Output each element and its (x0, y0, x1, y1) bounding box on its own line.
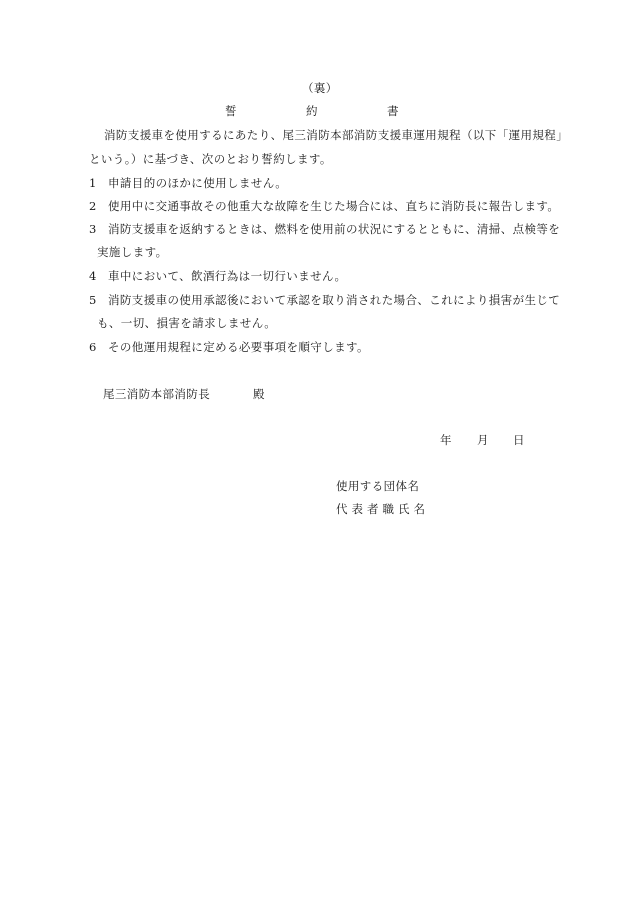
title-char-pledge: 約 (306, 104, 318, 118)
reverse-side-mark: （裏） (302, 81, 338, 95)
pledge-item-number: 6 (89, 340, 97, 354)
date-month-label: 月 (477, 433, 489, 447)
pledge-item-number: 2 (89, 199, 97, 213)
pledge-item-2 (89, 198, 559, 214)
pledge-item-1 (89, 175, 287, 191)
pledge-item-4 (89, 268, 346, 284)
pledge-item-text: 車中において、飲酒行為は一切行いません。 (108, 269, 347, 283)
pledge-item-text: 申請目的のほかに使用しません。 (108, 176, 288, 190)
intro-text-line-2: という。）に基づき、次のとおり誓約します。 (89, 152, 332, 166)
pledge-item-5 (89, 292, 560, 308)
pledge-item-number: 5 (89, 293, 97, 307)
representative-name-label: 代表者職氏名 (336, 502, 429, 516)
organization-name-label: 使用する団体名 (336, 479, 420, 493)
pledge-item-6 (89, 339, 369, 355)
date-year-label: 年 (440, 433, 452, 447)
date-day-label: 日 (513, 433, 525, 447)
pledge-item-5-continuation: も、一切、損害を請求しません。 (97, 316, 277, 330)
pledge-item-number: 1 (89, 176, 97, 190)
intro-text-line-1: 消防支援車を使用するにあたり、尾三消防本部消防支援車運用規程（以下「運用規程」 (104, 128, 569, 142)
pledge-item-text: 消防支援車の使用承認後において承認を取り消された場合、これにより損害が生じて (108, 293, 561, 307)
pledge-item-text: 使用中に交通事故その他重大な故障を生じた場合には、直ちに消防長に報告します。 (108, 199, 560, 213)
pledge-item-3 (89, 221, 560, 237)
pledge-item-number: 3 (89, 222, 97, 236)
title-char-document: 書 (387, 104, 399, 118)
pledge-item-3-continuation: 実施します。 (97, 245, 168, 259)
addressee-honorific: 殿 (253, 387, 265, 401)
pledge-item-text: その他運用規程に定める必要事項を順守します。 (108, 340, 369, 354)
title-char-oath: 誓 (225, 104, 237, 118)
pledge-item-number: 4 (89, 269, 97, 283)
addressee: 尾三消防本部消防長 (103, 387, 211, 401)
pledge-item-text: 消防支援車を返納するときは、燃料を使用前の状況にするとともに、清掃、点検等を (108, 222, 561, 236)
